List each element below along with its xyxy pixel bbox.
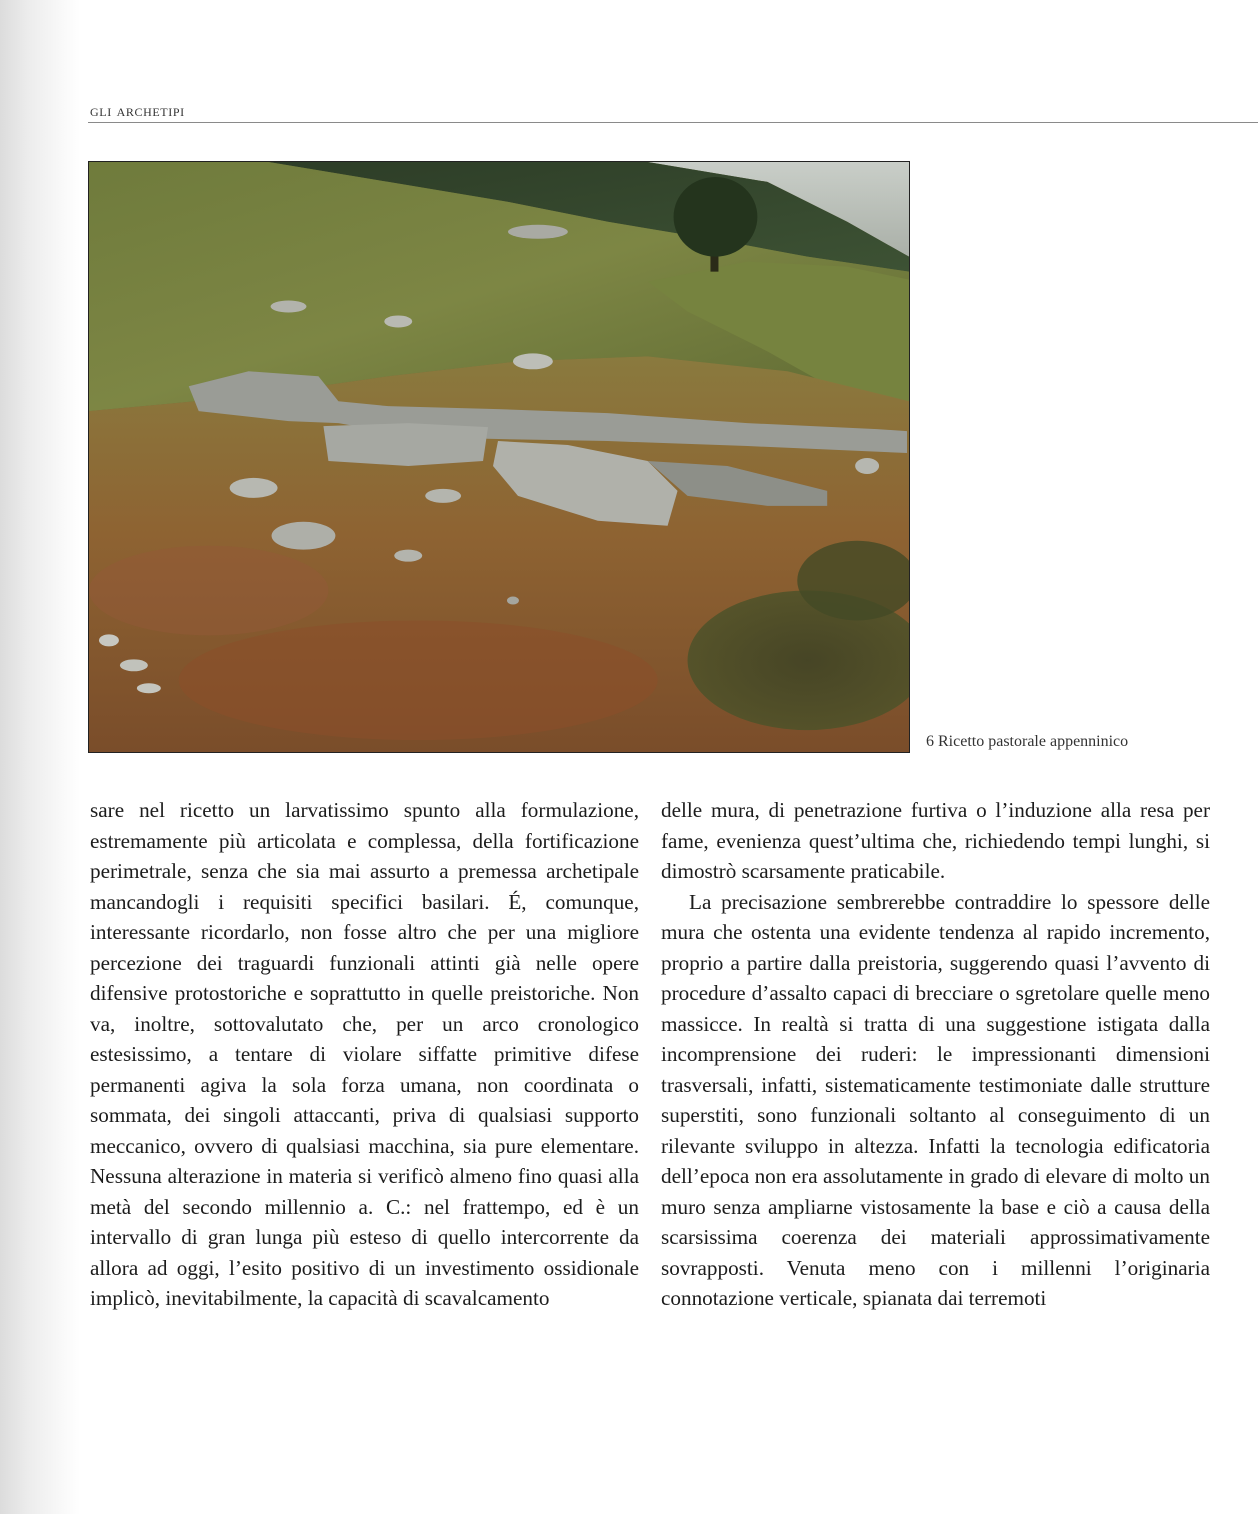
page-gutter-shadow [0, 0, 80, 1514]
body-paragraph: sare nel ricetto un larvatissimo spunto alla formulazione, estremamente più articolata e complessa, della fortificazione perimetrale, senza che sia mai assurto a premessa archetipale mancandogli i requisiti specifici basilari. É, comunque, interessante ricordarlo, non fosse altro che per una migliore percezione dei traguardi funzionali attinti già nelle opere difensive protostoriche e soprattutto in quelle preistoriche. Non va, inoltre, sottovalutato che, per un arco cronologico estesissimo, a tentare di violare siffatte primitive difese permanenti agiva la sola forza umana, non coordinata o sommata, dei singoli attaccanti, priva di qualsiasi supporto meccanico, ovvero di qualsiasi macchina, sia pure elementare. Nessuna alterazione in materia si verificò almeno fino quasi alla metà del secondo millennio a. C.: nel frattempo, ed è un intervallo di gran lunga più esteso di quello intercorrente da allora ad oggi, l’esito positivo di un investimento ossidionale implicò, inevitabilmente, la capacità di scavalcamento [90, 798, 639, 1310]
header-rule [88, 122, 1258, 123]
text-column-left [90, 795, 639, 1314]
running-header-title: gli archetipi [90, 101, 185, 120]
figure-caption: 6 Ricetto pastorale appenninico [926, 733, 1129, 750]
running-header [90, 101, 185, 121]
body-paragraph: delle mura, di penetrazione furtiva o l’induzione alla resa per fame, evenienza quest’ultima che, richiedendo tempi lunghi, si dimostrò scarsamente praticabile. [661, 798, 1210, 883]
landscape-photo [89, 162, 909, 752]
body-paragraph: La precisazione sembrerebbe contraddire lo spessore delle mura che ostenta una evidente tendenza al rapido incremento, proprio a partire dalla preistoria, suggerendo quasi l’avvento di procedure d’assalto capaci di brecciare o sgretolare quelle meno massicce. In realtà si tratta di una suggestione istigata dalla incomprensione dei ruderi: le impressionanti dimensioni trasversali, infatti, sistematicamente testimoniate dalle strutture superstiti, sono funzionali soltanto al conseguimento di un rilevante sviluppo in altezza. Infatti la tecnologia edificatoria dell’epoca non era assolutamente in grado di elevare di molto un muro senza ampliarne vistosamente la base e ciò a causa della scarsissima coerenza dei materiali approssimativamente sovrapposti. Venuta meno con i millenni l’originaria connotazione verticale, spianata dai terremoti [661, 889, 1210, 1310]
photo-figure [88, 161, 910, 753]
text-column-right [661, 795, 1210, 1314]
